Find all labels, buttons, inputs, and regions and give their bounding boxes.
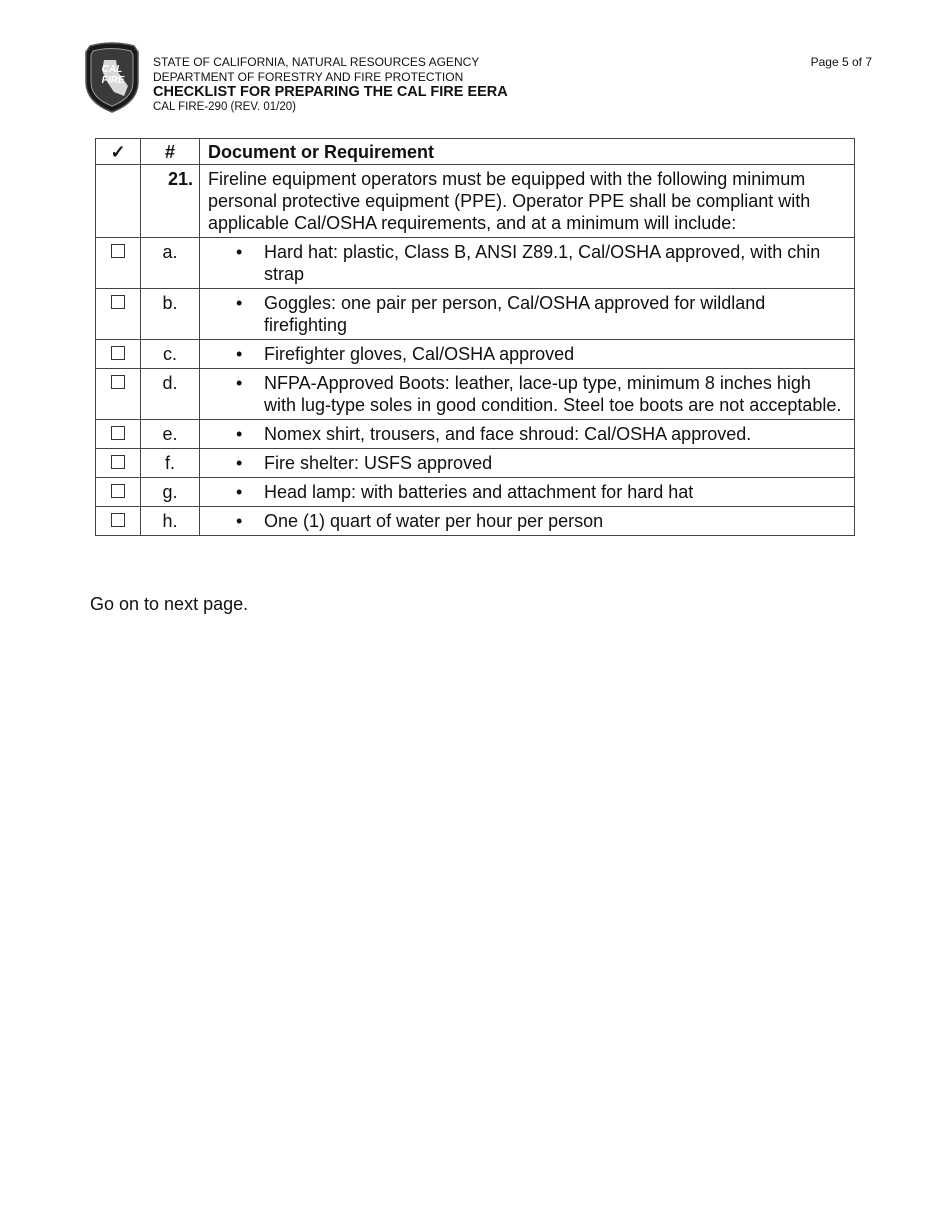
requirement-cell — [200, 238, 855, 289]
requirement-cell — [200, 369, 855, 420]
item-label: c. — [141, 340, 200, 369]
table-row — [96, 369, 855, 420]
logo-text-fire: FIRE — [101, 75, 125, 86]
table-row-intro — [96, 165, 855, 238]
checkbox[interactable] — [111, 346, 125, 360]
bullet-icon: • — [236, 482, 243, 502]
requirement-intro: Fireline equipment operators must be equipped with the following minimum personal protective equipment (PPE). Operator PPE shall be compliant with applicable Cal/OSHA requirements, and at a minimum will include: — [200, 165, 855, 238]
table-row — [96, 289, 855, 340]
check-cell — [96, 478, 141, 507]
checkbox[interactable] — [111, 375, 125, 389]
check-cell — [96, 369, 141, 420]
checkbox[interactable] — [111, 244, 125, 258]
check-cell — [96, 165, 141, 238]
check-cell — [96, 238, 141, 289]
table-row — [96, 478, 855, 507]
requirement-text: Fire shelter: USFS approved — [264, 453, 493, 473]
item-label: h. — [141, 507, 200, 536]
checkbox[interactable] — [111, 513, 125, 527]
item-label: b. — [141, 289, 200, 340]
requirement-cell — [200, 420, 855, 449]
table-row — [96, 238, 855, 289]
table-header-row — [96, 139, 855, 165]
table-row — [96, 507, 855, 536]
requirement-text: NFPA-Approved Boots: leather, lace-up type, minimum 8 inches high with lug-type soles in good condition. Steel toe boots are not acceptable. — [264, 373, 842, 415]
department-name: DEPARTMENT OF FORESTRY AND FIRE PROTECTION — [153, 69, 464, 84]
item-label: g. — [141, 478, 200, 507]
table-row — [96, 449, 855, 478]
requirement-text: Goggles: one pair per person, Cal/OSHA approved for wildland firefighting — [264, 293, 766, 335]
check-cell — [96, 449, 141, 478]
bullet-icon: • — [236, 424, 243, 444]
requirement-cell — [200, 449, 855, 478]
document-column-header: Document or Requirement — [200, 139, 855, 165]
requirement-cell — [200, 507, 855, 536]
requirement-text: Hard hat: plastic, Class B, ANSI Z89.1, Cal/OSHA approved, with chin strap — [264, 242, 821, 284]
bullet-icon: • — [236, 511, 243, 531]
checkbox[interactable] — [111, 455, 125, 469]
item-label: d. — [141, 369, 200, 420]
number-column-header: # — [141, 139, 200, 165]
checklist-table — [95, 138, 855, 536]
checkbox[interactable] — [111, 426, 125, 440]
check-column-header: ✓ — [96, 139, 141, 165]
item-label: e. — [141, 420, 200, 449]
bullet-icon: • — [236, 453, 243, 473]
table-row — [96, 340, 855, 369]
bullet-icon: • — [236, 293, 243, 313]
requirement-cell — [200, 478, 855, 507]
table-row — [96, 420, 855, 449]
requirement-text: One (1) quart of water per hour per person — [264, 511, 604, 531]
form-number: CAL FIRE-290 (REV. 01/20) — [153, 101, 296, 113]
requirement-text: Firefighter gloves, Cal/OSHA approved — [264, 344, 575, 364]
checkbox[interactable] — [111, 484, 125, 498]
requirement-text: Head lamp: with batteries and attachment for hard hat — [264, 482, 694, 502]
cal-fire-logo — [82, 42, 142, 114]
check-cell — [96, 507, 141, 536]
document-title: CHECKLIST FOR PREPARING THE CAL FIRE EERA — [153, 84, 508, 100]
check-cell — [96, 340, 141, 369]
requirement-cell — [200, 340, 855, 369]
agency-name: STATE OF CALIFORNIA, NATURAL RESOURCES AGENCY — [153, 55, 480, 69]
check-cell — [96, 289, 141, 340]
requirement-cell — [200, 289, 855, 340]
document-header — [153, 55, 508, 115]
check-cell — [96, 420, 141, 449]
page-number: Page 5 of 7 — [810, 55, 872, 69]
footer-note: Go on to next page. — [90, 594, 249, 614]
item-label: f. — [141, 449, 200, 478]
item-label: a. — [141, 238, 200, 289]
item-number: 21. — [141, 165, 200, 238]
bullet-icon: • — [236, 344, 243, 364]
logo-text-cal: CAL — [101, 64, 123, 75]
checkbox[interactable] — [111, 295, 125, 309]
bullet-icon: • — [236, 373, 243, 393]
bullet-icon: • — [236, 242, 243, 262]
requirement-text: Nomex shirt, trousers, and face shroud: Cal/OSHA approved. — [264, 424, 752, 444]
